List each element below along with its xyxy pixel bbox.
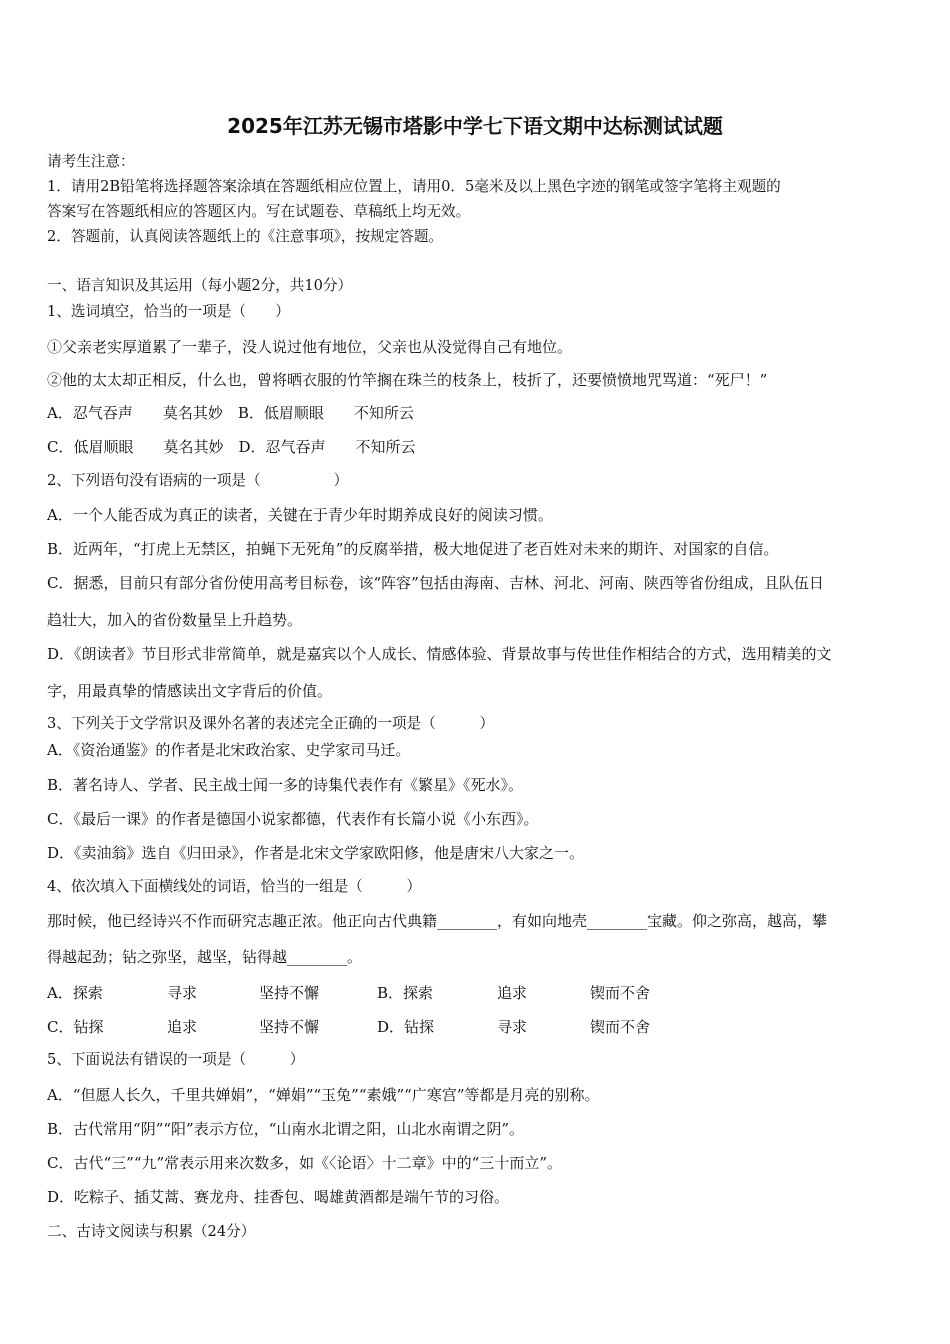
q5-option-a: A．“但愿人长久，千里共婵娟”，“婵娟”“玉兔”“素娥”“广寒宫”等都是月亮的别称。 — [47, 1086, 600, 1104]
q2-option-b: B．近两年，“打虎上无禁区，拍蝇下无死角”的反腐举措，极大地促进了老百姓对未来的期许、对国家的自信。 — [47, 540, 779, 558]
q4-option-a-word1: A．探索 — [47, 984, 103, 1002]
q4-option-a-word3: 坚持不懈 — [259, 984, 320, 1002]
q2-option-c-line1: C．据悉，目前只有部分省份使用高考目标卷，该“阵容”包括由海南、吉林、河北、河南、陕西等省份组成，且队伍日 — [47, 574, 824, 592]
q3-option-d: D．《卖油翁》选自《归田录》，作者是北宋文学家欧阳修，他是唐宋八大家之一。 — [47, 844, 585, 862]
q4-option-a-word2: 寻求 — [167, 984, 198, 1002]
q1-sentence-1: ①父亲老实厚道累了一辈子，没人说过他有地位，父亲也从没觉得自己有地位。 — [47, 338, 573, 356]
q4-option-d-word1: D．钻探 — [377, 1018, 435, 1036]
section-1-heading: 一、语言知识及其运用（每小题2分，共10分） — [47, 277, 353, 294]
q2-option-d-line1: D．《朗读者》节目形式非常简单，就是嘉宾以个人成长、情感体验、背景故事与传世佳作相结合的方式，选用精美的文 — [47, 645, 832, 663]
q5-option-b: B．古代常用“阴”“阳”表示方位，“山南水北谓之阳，山北水南谓之阴”。 — [47, 1120, 525, 1138]
notice-heading: 请考生注意： — [47, 153, 135, 170]
q4-option-c-word1: C．钻探 — [47, 1018, 104, 1036]
q3-option-b: B．著名诗人、学者、民主战士闻一多的诗集代表作有《繁星》《死水》。 — [47, 776, 524, 794]
q2-option-a: A．一个人能否成为真正的读者，关键在于青少年时期养成良好的阅读习惯。 — [47, 506, 553, 524]
q3-option-a: A．《资治通鉴》的作者是北宋政治家、史学家司马迁。 — [47, 741, 411, 759]
q4-option-c-word3: 坚持不懈 — [259, 1018, 320, 1036]
q5-option-d: D．吃粽子、插艾蒿、赛龙舟、挂香包、喝雄黄酒都是端午节的习俗。 — [47, 1188, 510, 1206]
page-title: 2025年江苏无锡市塔影中学七下语文期中达标测试试题 — [227, 114, 723, 138]
q4-option-c-word2: 追求 — [167, 1018, 198, 1036]
section-2-heading: 二、古诗文阅读与积累（24分） — [47, 1223, 256, 1240]
q5-stem: 5、下面说法有错误的一项是（ ） — [47, 1051, 305, 1068]
q1-options-cd: C．低眉顺眼 莫名其妙 D．忍气吞声 不知所云 — [47, 438, 416, 456]
notice-item-2: 2．答题前，认真阅读答题纸上的《注意事项》，按规定答题。 — [47, 228, 444, 245]
q1-stem: 1、选词填空，恰当的一项是（ ） — [47, 303, 290, 320]
q3-option-c: C．《最后一课》的作者是德国小说家都德，代表作有长篇小说《小东西》。 — [47, 810, 539, 828]
q4-option-d-word3: 锲而不舍 — [590, 1018, 651, 1036]
q1-sentence-2: ②他的太太却正相反，什么也，曾将晒衣服的竹竿搁在珠兰的枝条上，枝折了，还要愤愤地咒骂道：“死尸！” — [47, 371, 768, 389]
q4-option-b-word3: 锲而不舍 — [590, 984, 651, 1002]
q4-passage-line2: 得越起劲；钻之弥坚，越坚，钻得越________。 — [47, 948, 363, 966]
q4-option-b-word2: 追求 — [497, 984, 528, 1002]
q2-option-c-line2: 趋壮大，加入的省份数量呈上升趋势。 — [47, 611, 303, 629]
q4-option-d-word2: 寻求 — [497, 1018, 528, 1036]
q4-stem: 4、依次填入下面横线处的词语，恰当的一组是（ ） — [47, 878, 422, 895]
notice-item-1b: 答案写在答题纸相应的答题区内。写在试题卷、草稿纸上均无效。 — [47, 203, 471, 220]
q1-options-ab: A．忍气吞声 莫名其妙 B．低眉顺眼 不知所云 — [47, 404, 414, 422]
notice-item-1a: 1．请用2B铅笔将选择题答案涂填在答题纸相应位置上，请用0．5毫米及以上黑色字迹的钢笔或签字笔将主观题的 — [47, 178, 781, 195]
q4-passage-line1: 那时候，他已经诗兴不作而研究志趣正浓。他正向古代典籍________，有如向地壳________宝藏。仰之弥高，越高，攀 — [47, 912, 828, 930]
q3-stem: 3、下列关于文学常识及课外名著的表述完全正确的一项是（ ） — [47, 715, 495, 732]
q4-option-b-word1: B．探索 — [377, 984, 434, 1002]
q2-option-d-line2: 字，用最真挚的情感读出文字背后的价值。 — [47, 682, 333, 700]
q2-stem: 2、下列语句没有语病的一项是（ ） — [47, 472, 349, 489]
q5-option-c: C．古代“三”“九”常表示用来次数多，如《〈论语〉十二章》中的“三十而立”。 — [47, 1154, 562, 1172]
